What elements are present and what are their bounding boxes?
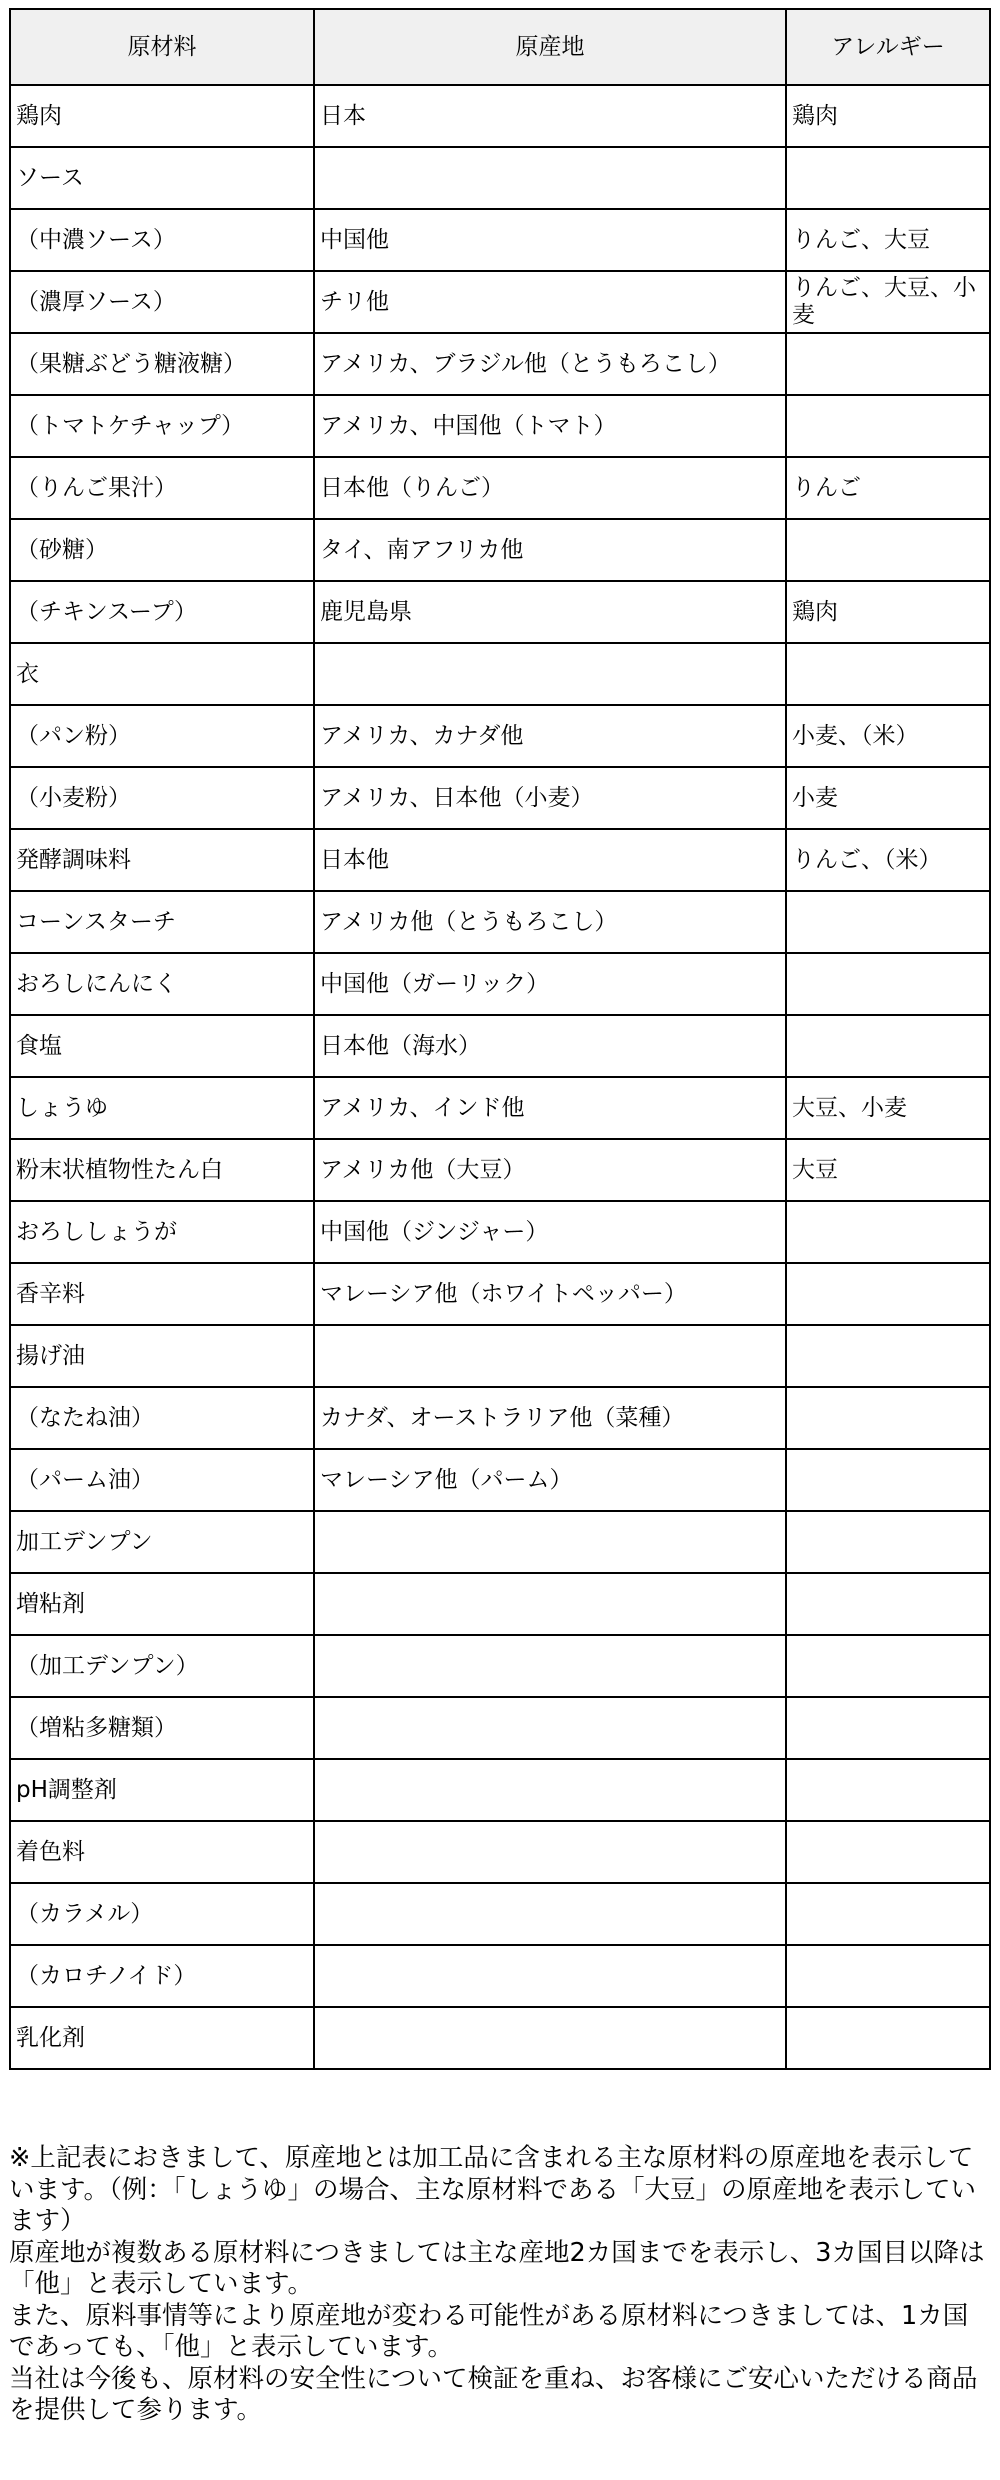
cell-allergen (786, 1635, 990, 1697)
cell-allergen (786, 891, 990, 953)
cell-allergen (786, 395, 990, 457)
table-row (10, 1077, 990, 1139)
table-row (10, 643, 990, 705)
cell-ingredient: 食塩 (10, 1015, 314, 1077)
table-row (10, 1945, 990, 2007)
cell-origin (314, 147, 786, 209)
cell-ingredient: pH調整剤 (10, 1759, 314, 1821)
table-row (10, 1635, 990, 1697)
table-row (10, 705, 990, 767)
cell-ingredient: しょうゆ (10, 1077, 314, 1139)
table-row (10, 1759, 990, 1821)
cell-allergen (786, 1759, 990, 1821)
cell-origin: アメリカ、日本他（小麦） (314, 767, 786, 829)
cell-ingredient: 乳化剤 (10, 2007, 314, 2069)
cell-ingredient: コーンスターチ (10, 891, 314, 953)
cell-allergen: 大豆 (786, 1139, 990, 1201)
cell-allergen: 鶏肉 (786, 581, 990, 643)
cell-ingredient: ソース (10, 147, 314, 209)
cell-ingredient: おろしにんにく (10, 953, 314, 1015)
cell-allergen (786, 1945, 990, 2007)
cell-ingredient: （チキンスープ） (10, 581, 314, 643)
cell-origin (314, 1883, 786, 1945)
cell-ingredient: 鶏肉 (10, 85, 314, 147)
cell-origin: 中国他（ジンジャー） (314, 1201, 786, 1263)
cell-allergen (786, 1201, 990, 1263)
cell-allergen (786, 147, 990, 209)
note-paragraph: ※上記表におきまして、原産地とは加工品に含まれる主な原材料の原産地を表示しています。（例：「しょうゆ」の場合、主な原材料である「大豆」の原産地を表示しています） (9, 2143, 976, 2236)
cell-ingredient: （果糖ぶどう糖液糖） (10, 333, 314, 395)
ingredients-table (9, 8, 991, 2070)
cell-allergen (786, 1697, 990, 1759)
cell-origin: 日本他（りんご） (314, 457, 786, 519)
cell-allergen (786, 1573, 990, 1635)
cell-origin (314, 1821, 786, 1883)
cell-allergen: りんご、大豆 (786, 209, 990, 271)
cell-origin (314, 2007, 786, 2069)
cell-origin: 中国他 (314, 209, 786, 271)
table-row (10, 1387, 990, 1449)
table-row (10, 1015, 990, 1077)
cell-ingredient: 粉末状植物性たん白 (10, 1139, 314, 1201)
cell-ingredient: （パーム油） (10, 1449, 314, 1511)
table-row (10, 767, 990, 829)
table-row (10, 1511, 990, 1573)
table-row (10, 829, 990, 891)
table-row (10, 1883, 990, 1945)
cell-allergen: 大豆、小麦 (786, 1077, 990, 1139)
cell-origin: タイ、南アフリカ他 (314, 519, 786, 581)
cell-ingredient: （砂糖） (10, 519, 314, 581)
cell-ingredient: （カラメル） (10, 1883, 314, 1945)
cell-origin: チリ他 (314, 271, 786, 333)
cell-origin: マレーシア他（パーム） (314, 1449, 786, 1511)
cell-origin: アメリカ、カナダ他 (314, 705, 786, 767)
cell-allergen (786, 1263, 990, 1325)
cell-ingredient: （トマトケチャップ） (10, 395, 314, 457)
cell-origin (314, 1945, 786, 2007)
cell-ingredient: （なたね油） (10, 1387, 314, 1449)
table-row (10, 1821, 990, 1883)
cell-ingredient: 発酵調味料 (10, 829, 314, 891)
cell-allergen (786, 1387, 990, 1449)
cell-origin (314, 1573, 786, 1635)
table-row (10, 271, 990, 333)
cell-ingredient: （小麦粉） (10, 767, 314, 829)
cell-allergen (786, 1821, 990, 1883)
table-row (10, 1325, 990, 1387)
cell-origin: アメリカ他（大豆） (314, 1139, 786, 1201)
table-row (10, 1573, 990, 1635)
table-row (10, 1697, 990, 1759)
table-row (10, 457, 990, 519)
cell-origin: 日本他（海水） (314, 1015, 786, 1077)
cell-ingredient: （濃厚ソース） (10, 271, 314, 333)
cell-allergen (786, 1325, 990, 1387)
table-row (10, 581, 990, 643)
cell-ingredient: 加工デンプン (10, 1511, 314, 1573)
table-row (10, 519, 990, 581)
cell-allergen (786, 1449, 990, 1511)
table-row (10, 333, 990, 395)
cell-ingredient: （中濃ソース） (10, 209, 314, 271)
cell-ingredient: （パン粉） (10, 705, 314, 767)
cell-origin: アメリカ、インド他 (314, 1077, 786, 1139)
table-row (10, 891, 990, 953)
cell-origin: アメリカ他（とうもろこし） (314, 891, 786, 953)
note-paragraph: また、原料事情等により原産地が変わる可能性がある原材料につきましては、1カ国であっても、「他」と表示しています。 (9, 2300, 969, 2362)
cell-allergen (786, 1511, 990, 1573)
cell-ingredient: 着色料 (10, 1821, 314, 1883)
cell-allergen: りんご (786, 457, 990, 519)
cell-ingredient: （増粘多糖類） (10, 1697, 314, 1759)
table-row (10, 85, 990, 147)
cell-origin: カナダ、オーストラリア他（菜種） (314, 1387, 786, 1449)
cell-ingredient: （カロチノイド） (10, 1945, 314, 2007)
cell-allergen: 小麦、（米） (786, 705, 990, 767)
table-row (10, 2007, 990, 2069)
cell-origin (314, 643, 786, 705)
cell-origin: 中国他（ガーリック） (314, 953, 786, 1015)
cell-allergen (786, 1883, 990, 1945)
table-header-row (10, 9, 990, 85)
cell-origin (314, 1759, 786, 1821)
cell-allergen (786, 643, 990, 705)
cell-allergen: 小麦 (786, 767, 990, 829)
cell-ingredient: おろししょうが (10, 1201, 314, 1263)
cell-ingredient: 増粘剤 (10, 1573, 314, 1635)
cell-origin (314, 1697, 786, 1759)
cell-origin: 日本 (314, 85, 786, 147)
cell-origin: 日本他 (314, 829, 786, 891)
header-allergen: アレルギー (786, 9, 990, 85)
cell-ingredient: 衣 (10, 643, 314, 705)
cell-allergen: 鶏肉 (786, 85, 990, 147)
notes-section (9, 2143, 989, 2427)
cell-ingredient: 揚げ油 (10, 1325, 314, 1387)
table-row (10, 1139, 990, 1201)
table-row (10, 1263, 990, 1325)
header-origin: 原産地 (314, 9, 786, 85)
cell-allergen: りんご、（米） (786, 829, 990, 891)
ingredients-table-container (9, 8, 989, 2070)
cell-allergen (786, 953, 990, 1015)
table-row (10, 953, 990, 1015)
cell-origin: アメリカ、ブラジル他（とうもろこし） (314, 333, 786, 395)
cell-origin (314, 1635, 786, 1697)
cell-allergen (786, 1015, 990, 1077)
table-body (10, 85, 990, 2069)
note-paragraph: 当社は今後も、原材料の安全性について検証を重ね、お客様にご安心いただける商品を提供して参ります。 (9, 2363, 978, 2425)
cell-ingredient: （りんご果汁） (10, 457, 314, 519)
cell-ingredient: （加工デンプン） (10, 1635, 314, 1697)
cell-allergen (786, 2007, 990, 2069)
cell-allergen (786, 333, 990, 395)
cell-origin (314, 1511, 786, 1573)
cell-origin: 鹿児島県 (314, 581, 786, 643)
cell-allergen (786, 519, 990, 581)
table-row (10, 395, 990, 457)
cell-ingredient: 香辛料 (10, 1263, 314, 1325)
table-row (10, 147, 990, 209)
cell-origin: アメリカ、中国他（トマト） (314, 395, 786, 457)
table-row (10, 1449, 990, 1511)
cell-allergen: りんご、大豆、小麦 (786, 271, 990, 333)
note-paragraph: 原産地が複数ある原材料につきましては主な産地2カ国までを表示し、3カ国目以降は「他」と表示しています。 (9, 2237, 985, 2299)
table-row (10, 1201, 990, 1263)
cell-origin (314, 1325, 786, 1387)
cell-origin: マレーシア他（ホワイトペッパー） (314, 1263, 786, 1325)
table-row (10, 209, 990, 271)
header-ingredient: 原材料 (10, 9, 314, 85)
